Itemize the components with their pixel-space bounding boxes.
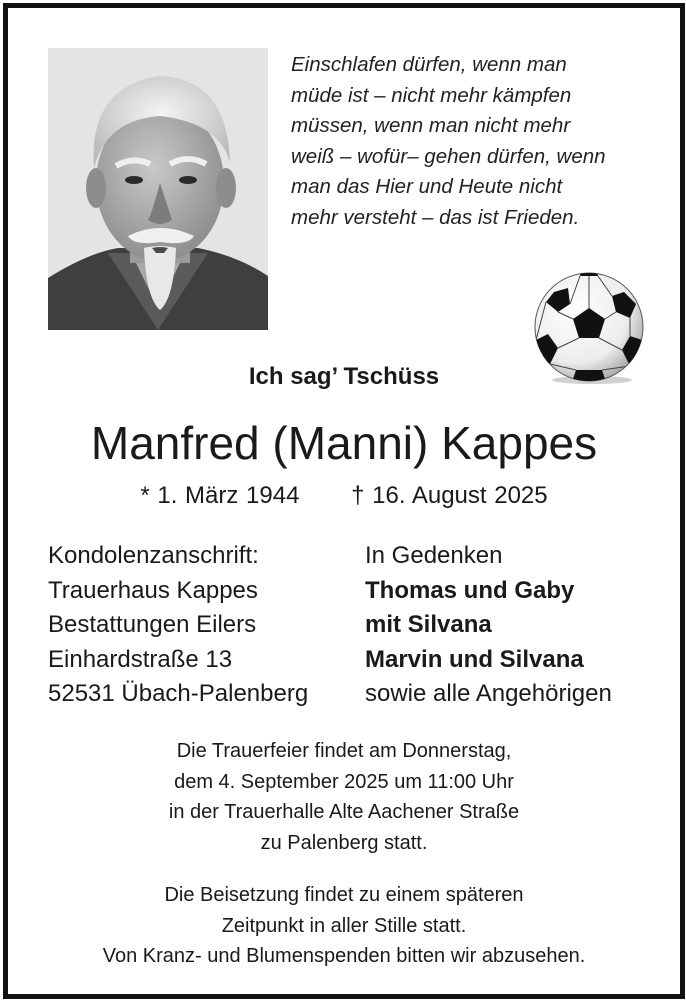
address-line: Kondolenzanschrift: — [48, 542, 259, 569]
poem — [291, 50, 661, 233]
poem-line: müde ist – nicht mehr kämpfen — [291, 83, 572, 107]
portrait-photo — [48, 48, 268, 330]
poem-line: mehr versteht – das ist Frieden. — [291, 205, 580, 229]
headline: Ich sag’ Tschüss — [248, 363, 440, 390]
condolence-address — [48, 539, 308, 712]
portrait-illustration — [48, 48, 268, 330]
birth-date: * 1. März 1944 — [140, 482, 300, 509]
mourners — [365, 539, 612, 712]
deceased-name: Manfred (Manni) Kappes — [90, 417, 598, 469]
obituary-frame — [3, 3, 685, 999]
address-line: 52531 Übach-Palenberg — [48, 680, 309, 707]
mourners-intro: In Gedenken — [365, 542, 503, 569]
death-date: † 16. August 2025 — [351, 482, 548, 509]
funeral-service-notice — [8, 736, 680, 858]
address-line: Bestattungen Eilers — [48, 611, 257, 638]
burial-notice — [8, 880, 680, 972]
burial-line: Zeitpunkt in aller Stille statt. — [221, 914, 467, 937]
mourner-name: Marvin und Silvana — [365, 645, 584, 673]
poem-line: müssen, wenn man nicht mehr — [291, 114, 571, 137]
address-line: Trauerhaus Kappes — [48, 576, 258, 604]
mourner-name: Thomas und Gaby — [365, 576, 575, 604]
poem-line: weiß – wofür– gehen dürfen, wenn — [291, 144, 606, 168]
poem-line: man das Hier und Heute nicht — [291, 175, 563, 198]
poem-line: Einschlafen dürfen, wenn man — [291, 53, 567, 76]
burial-line: Die Beisetzung findet zu einem späteren — [164, 884, 524, 906]
mourner-name: mit Silvana — [365, 611, 492, 638]
burial-line: Von Kranz- und Blumenspenden bitten wir abzusehen. — [102, 945, 586, 967]
life-dates — [8, 482, 680, 510]
mourners-outro: sowie alle Angehörigen — [365, 680, 612, 707]
service-line: Die Trauerfeier findet am Donnerstag, — [176, 740, 512, 762]
service-line: in der Trauerhalle Alte Aachener Straße — [168, 801, 520, 823]
address-line: Einhardstraße 13 — [48, 645, 233, 673]
service-line: zu Palenberg statt. — [260, 831, 428, 854]
service-line: dem 4. September 2025 um 11:00 Uhr — [174, 770, 514, 793]
